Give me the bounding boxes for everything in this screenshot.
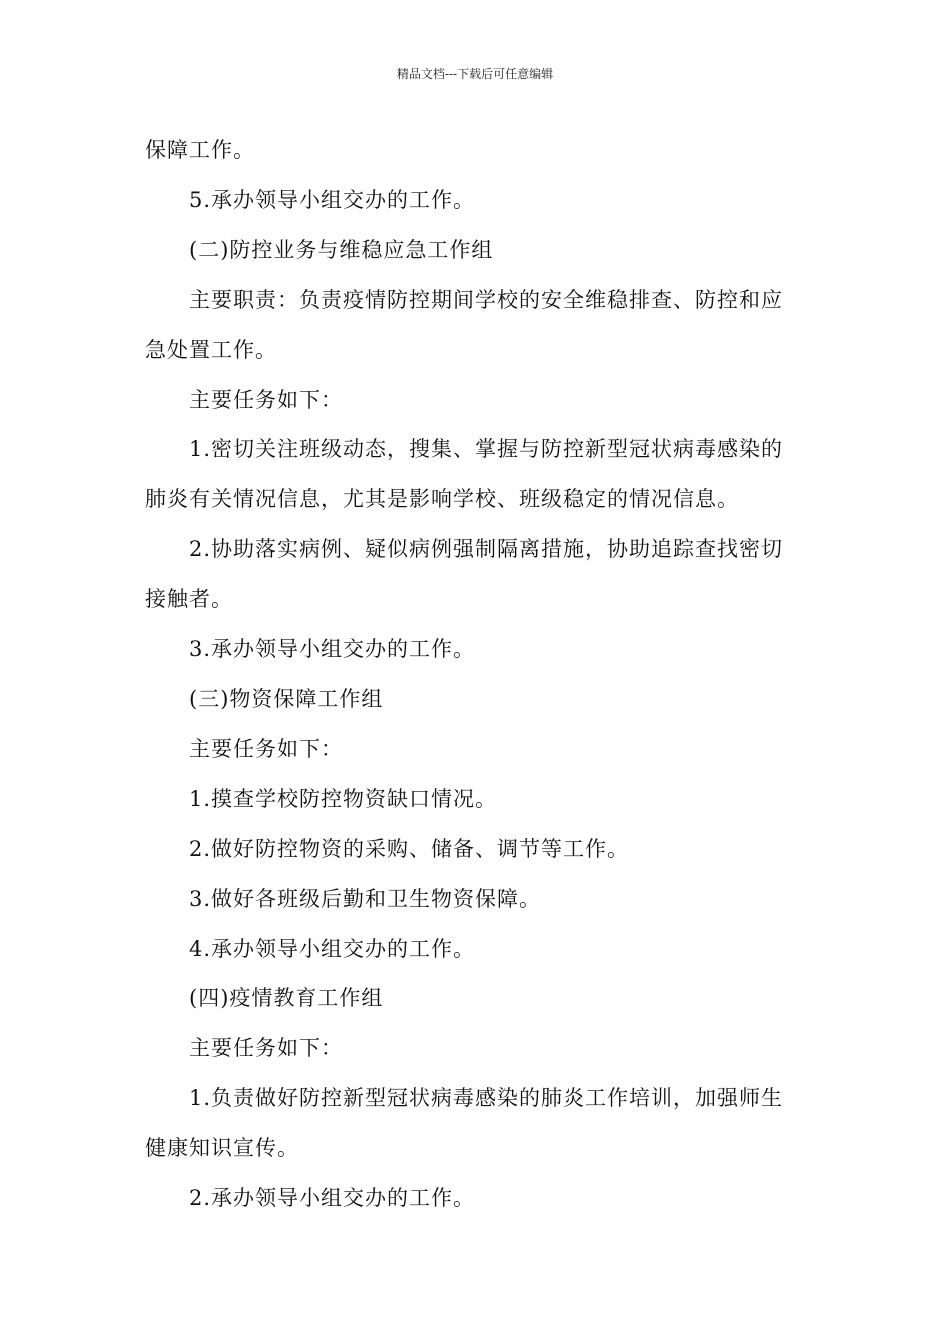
text-line: 3.做好各班级后勤和卫生物资保障。 <box>189 886 542 911</box>
text-line: 2.承办领导小组交办的工作。 <box>189 1186 476 1211</box>
text-line: 1.负责做好防控新型冠状病毒感染的肺炎工作培训，加强师生 <box>189 1086 784 1111</box>
text-line: 3.承办领导小组交办的工作。 <box>189 637 476 662</box>
text-line: 2.做好防控物资的采购、储备、调节等工作。 <box>189 836 630 861</box>
document-body <box>145 126 807 1224</box>
text-line: (三)物资保障工作组 <box>189 686 384 711</box>
text-line: 4.承办领导小组交办的工作。 <box>189 936 476 961</box>
text-line: 主要任务如下： <box>189 387 343 412</box>
text-line: 健康知识宣传。 <box>145 1136 299 1161</box>
text-line: 主要任务如下： <box>189 1036 343 1061</box>
text-line: 肺炎有关情况信息，尤其是影响学校、班级稳定的情况信息。 <box>145 487 739 512</box>
text-line: 主要职责：负责疫情防控期间学校的安全维稳排查、防控和应 <box>189 287 783 312</box>
text-line: 接触者。 <box>145 587 233 612</box>
text-line: 主要任务如下： <box>189 736 343 761</box>
text-line: 1.摸查学校防控物资缺口情况。 <box>189 786 498 811</box>
text-line: 5.承办领导小组交办的工作。 <box>189 187 476 212</box>
text-line: 保障工作。 <box>145 138 255 162</box>
text-line: 急处置工作。 <box>145 337 277 362</box>
page-header: 精品文档---下载后可任意编辑 <box>396 67 554 81</box>
text-line: 2.协助落实病例、疑似病例强制隔离措施，协助追踪查找密切 <box>189 537 784 562</box>
text-line: (四)疫情教育工作组 <box>189 986 384 1011</box>
text-line: (二)防控业务与维稳应急工作组 <box>189 237 494 262</box>
text-line: 1.密切关注班级动态，搜集、掌握与防控新型冠状病毒感染的 <box>189 437 784 462</box>
